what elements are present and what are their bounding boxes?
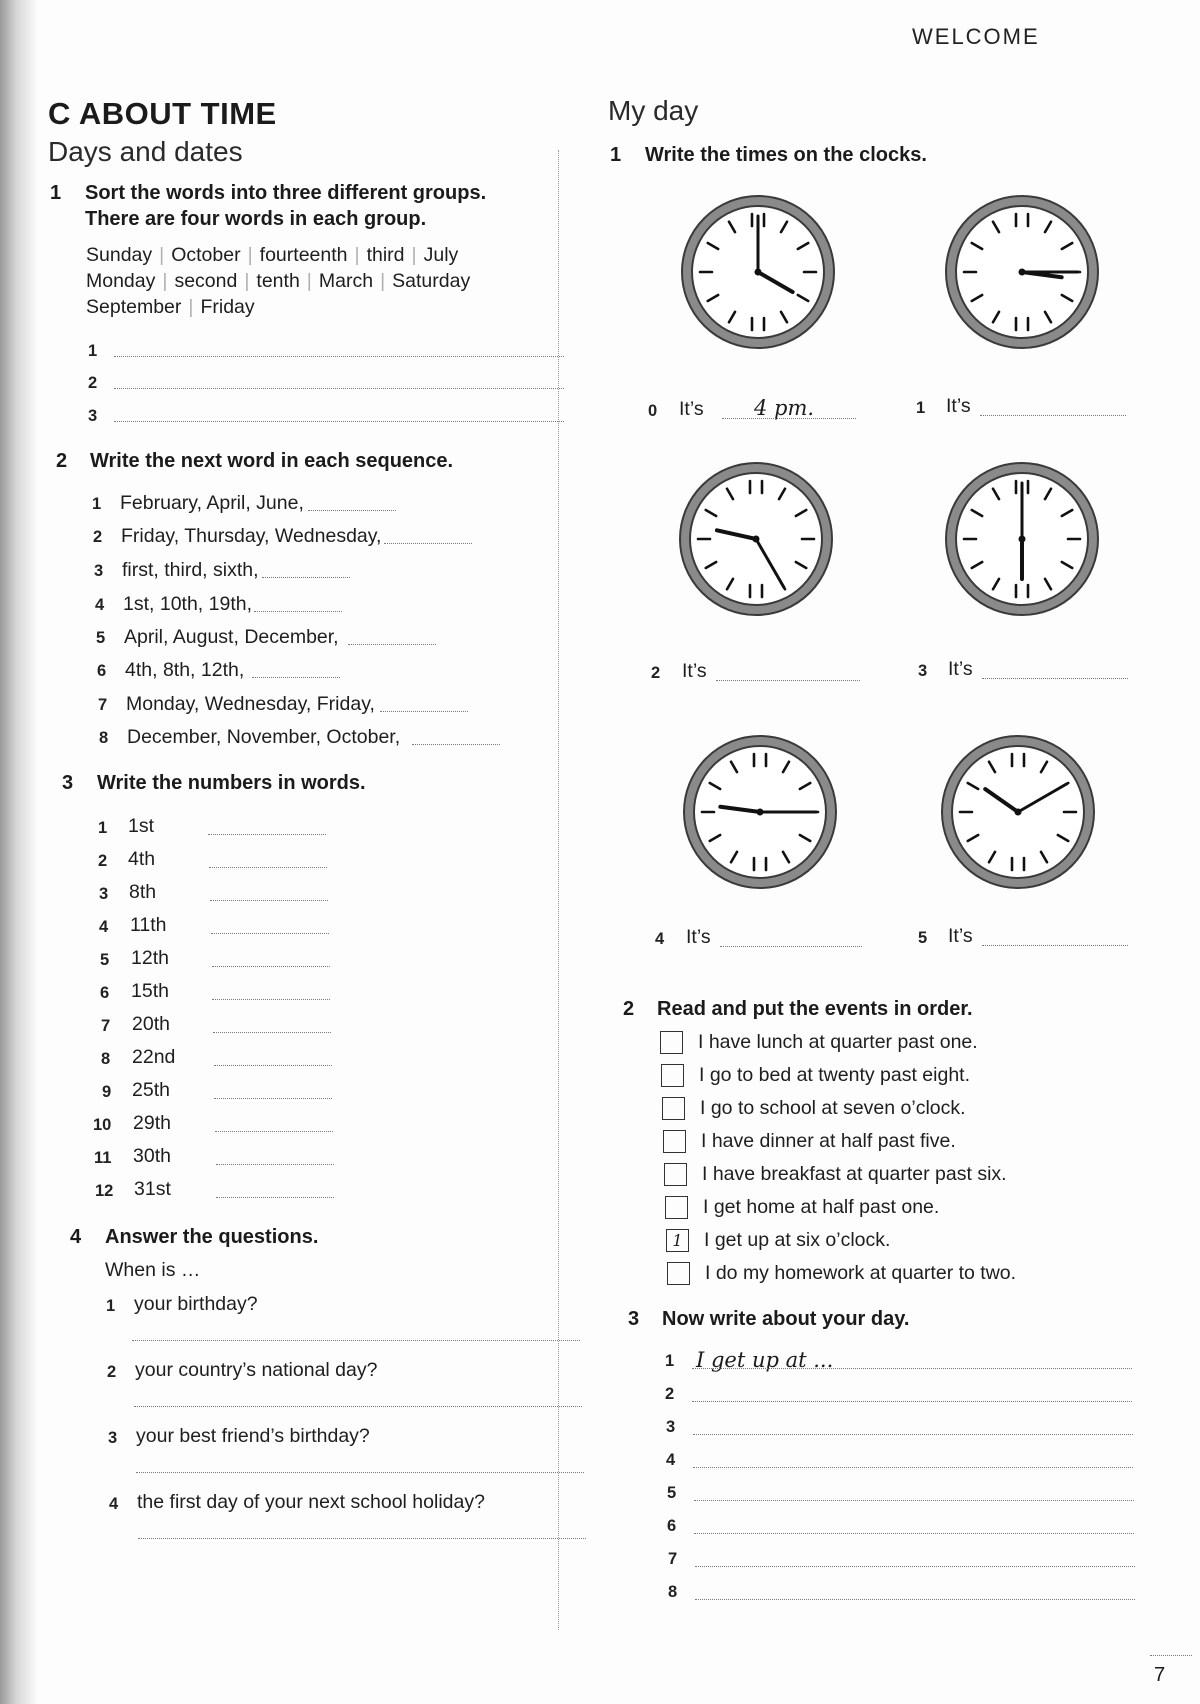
example-sentence: I get up at ... — [696, 1348, 834, 1372]
answer-line[interactable] — [138, 1538, 586, 1539]
answer-line[interactable] — [308, 510, 396, 511]
answer-line[interactable] — [114, 388, 564, 389]
answer-line[interactable] — [982, 945, 1128, 946]
order-checkbox[interactable] — [664, 1163, 687, 1186]
clock-4 — [680, 732, 840, 892]
word: Friday — [200, 296, 255, 318]
answer-number: 1 — [88, 342, 98, 360]
clock-center — [1019, 269, 1026, 276]
clock-3 — [942, 459, 1102, 619]
clock-center — [757, 809, 764, 816]
event-text: I have dinner at half past five. — [701, 1130, 956, 1152]
line-number: 1 — [665, 1352, 675, 1370]
sequence-text: April, August, December, — [124, 626, 339, 648]
ordinal-text: 20th — [132, 1013, 170, 1035]
answer-line[interactable] — [136, 1472, 584, 1473]
answer-line[interactable] — [720, 946, 862, 947]
item-number: 7 — [101, 1017, 111, 1035]
ordinal-text: 25th — [132, 1079, 170, 1101]
order-checkbox[interactable]: 1 — [666, 1229, 689, 1252]
event-text: I get home at half past one. — [703, 1196, 940, 1218]
sequence-text: first, third, sixth, — [122, 559, 259, 581]
clock-center — [1019, 536, 1026, 543]
line-number: 8 — [668, 1583, 678, 1601]
r-ex3-instruction: Now write about your day. — [662, 1308, 910, 1330]
order-checkbox[interactable] — [663, 1130, 686, 1153]
clock-number: 0 — [648, 402, 658, 420]
answer-line[interactable] — [694, 1533, 1134, 1534]
event-text: I get up at six o’clock. — [704, 1229, 891, 1251]
page-edge-shadow — [0, 0, 38, 1704]
clock-center — [753, 536, 760, 543]
word: Monday — [86, 270, 156, 292]
answer-line[interactable] — [212, 966, 330, 967]
sequence-text: February, April, June, — [120, 492, 304, 514]
ordinal-text: 12th — [131, 947, 169, 969]
order-checkbox[interactable] — [660, 1031, 683, 1054]
answer-line[interactable] — [132, 1340, 580, 1341]
item-number: 11 — [94, 1149, 112, 1167]
item-number: 5 — [96, 629, 106, 647]
question-text: your best friend’s birthday? — [136, 1425, 370, 1447]
word: October — [171, 244, 241, 266]
answer-line[interactable] — [380, 711, 468, 712]
answer-line[interactable] — [694, 1500, 1134, 1501]
item-number: 9 — [102, 1083, 112, 1101]
sequence-text: 1st, 10th, 19th, — [123, 593, 253, 615]
answer-line[interactable] — [211, 933, 329, 934]
order-checkbox[interactable] — [665, 1196, 688, 1219]
item-number: 6 — [97, 662, 107, 680]
ex3-instruction: Write the numbers in words. — [97, 772, 366, 794]
event-text: I do my homework at quarter to two. — [705, 1262, 1017, 1284]
question-text: the first day of your next school holiday? — [137, 1491, 485, 1513]
answer-line[interactable] — [254, 611, 342, 612]
its-label: It’s — [948, 658, 973, 680]
event-text: I go to school at seven o’clock. — [700, 1097, 966, 1119]
item-number: 6 — [100, 984, 110, 1002]
column-divider — [558, 150, 559, 1630]
its-label: It’s — [686, 926, 711, 948]
r-ex1-number: 1 — [610, 144, 622, 166]
event-text: I go to bed at twenty past eight. — [699, 1064, 971, 1086]
answer-line[interactable] — [210, 900, 328, 901]
sequence-text: Monday, Wednesday, Friday, — [126, 693, 375, 715]
sequence-text: December, November, October, — [127, 726, 401, 748]
ex4-number: 4 — [70, 1226, 82, 1248]
ex1-number: 1 — [50, 182, 62, 204]
answer-line[interactable] — [212, 999, 330, 1000]
answer-number: 3 — [88, 407, 98, 425]
ordinal-text: 31st — [134, 1178, 171, 1200]
page-number: 7 — [1154, 1664, 1166, 1686]
item-number: 2 — [98, 852, 108, 870]
answer-line[interactable] — [695, 1599, 1135, 1600]
answer-line[interactable] — [716, 680, 860, 681]
order-checkbox[interactable] — [661, 1064, 684, 1087]
section-title: C ABOUT TIME — [48, 96, 277, 131]
ordinal-text: 4th — [128, 848, 156, 870]
item-number: 8 — [101, 1050, 111, 1068]
clock-number: 3 — [918, 662, 928, 680]
r-ex3-number: 3 — [628, 1308, 640, 1330]
page-number-rule — [1150, 1655, 1192, 1656]
answer-line[interactable] — [384, 543, 472, 544]
item-number: 8 — [99, 729, 109, 747]
its-label: It’s — [946, 395, 971, 417]
r-ex2-instruction: Read and put the events in order. — [657, 998, 973, 1020]
event-text: I have breakfast at quarter past six. — [702, 1163, 1007, 1185]
order-checkbox[interactable] — [662, 1097, 685, 1120]
clock-number: 4 — [655, 930, 665, 948]
ordinal-text: 15th — [131, 980, 169, 1002]
order-checkbox[interactable] — [667, 1262, 690, 1285]
ordinal-text: 30th — [133, 1145, 171, 1167]
word: March — [318, 270, 374, 292]
item-number: 3 — [94, 562, 104, 580]
ex4-intro: When is … — [105, 1259, 201, 1281]
clock-number: 2 — [651, 664, 661, 682]
ordinal-text: 11th — [130, 914, 167, 936]
example-answer: 4 pm. — [754, 396, 815, 420]
item-number: 1 — [98, 819, 108, 837]
ex2-instruction: Write the next word in each sequence. — [90, 450, 454, 472]
answer-line[interactable] — [213, 1032, 331, 1033]
item-number: 3 — [108, 1429, 118, 1447]
r-ex1-instruction: Write the times on the clocks. — [645, 144, 927, 166]
clock-0 — [678, 192, 838, 352]
clock-center — [1015, 809, 1022, 816]
answer-line[interactable] — [348, 644, 436, 645]
question-text: your country’s national day? — [135, 1359, 378, 1381]
its-label: It’s — [682, 660, 707, 682]
line-number: 6 — [667, 1517, 677, 1535]
ordinal-text: 22nd — [132, 1046, 176, 1068]
ordinal-text: 1st — [128, 815, 155, 837]
answer-line[interactable] — [693, 1467, 1133, 1468]
sequence-text: 4th, 8th, 12th, — [125, 659, 245, 681]
answer-number: 2 — [88, 374, 98, 392]
answer-line[interactable] — [695, 1566, 1135, 1567]
ex3-number: 3 — [62, 772, 74, 794]
line-number: 7 — [668, 1550, 678, 1568]
line-number: 4 — [666, 1451, 676, 1469]
answer-line[interactable] — [722, 418, 856, 419]
answer-line[interactable] — [216, 1197, 334, 1198]
item-number: 10 — [93, 1116, 112, 1134]
answer-line[interactable] — [208, 834, 326, 835]
item-number: 1 — [92, 495, 102, 513]
section-subtitle: Days and dates — [48, 136, 243, 167]
clock-number: 1 — [916, 399, 926, 417]
answer-line[interactable] — [216, 1164, 334, 1165]
answer-line[interactable] — [114, 421, 564, 422]
item-number: 2 — [107, 1363, 117, 1381]
clock-number: 5 — [918, 929, 928, 947]
answer-line[interactable] — [134, 1406, 582, 1407]
answer-line[interactable] — [252, 677, 340, 678]
clock-5 — [938, 732, 1098, 892]
item-number: 4 — [109, 1495, 119, 1513]
ex1-instruction-line2: There are four words in each group. — [85, 208, 427, 230]
clock-2 — [676, 459, 836, 619]
ex2-number: 2 — [56, 450, 68, 472]
header-label: WELCOME — [912, 24, 1040, 49]
word: fourteenth — [259, 244, 348, 266]
answer-line[interactable] — [214, 1098, 332, 1099]
ex1-instruction-line1: Sort the words into three different groups. — [85, 182, 487, 204]
item-number: 2 — [93, 528, 103, 546]
item-number: 3 — [99, 885, 109, 903]
item-number: 1 — [106, 1297, 116, 1315]
sequence-text: Friday, Thursday, Wednesday, — [121, 525, 382, 547]
word: July — [423, 244, 459, 266]
line-number: 2 — [665, 1385, 675, 1403]
answer-line[interactable] — [114, 356, 564, 357]
item-number: 7 — [98, 696, 108, 714]
item-number: 5 — [100, 951, 110, 969]
event-text: I have lunch at quarter past one. — [698, 1031, 978, 1053]
word: Sunday — [86, 244, 153, 266]
word: Saturday — [392, 270, 471, 292]
my-day-title: My day — [608, 95, 699, 126]
item-number: 4 — [95, 596, 105, 614]
ordinal-text: 29th — [133, 1112, 171, 1134]
answer-line[interactable] — [692, 1368, 1132, 1369]
ordinal-text: 8th — [129, 881, 157, 903]
word-bank-row2: Monday | second | tenth | March | Saturday — [86, 270, 471, 292]
its-label: It’s — [679, 398, 704, 420]
question-text: your birthday? — [134, 1293, 258, 1315]
r-ex2-number: 2 — [623, 998, 635, 1020]
answer-line[interactable] — [412, 744, 500, 745]
word-bank-row3: September | Friday — [86, 296, 255, 318]
answer-line[interactable] — [982, 678, 1128, 679]
clock-1 — [942, 192, 1102, 352]
answer-line[interactable] — [209, 867, 327, 868]
answer-line[interactable] — [214, 1065, 332, 1066]
answer-line[interactable] — [693, 1434, 1133, 1435]
answer-line[interactable] — [692, 1401, 1132, 1402]
word: third — [366, 244, 405, 266]
item-number: 12 — [95, 1182, 114, 1200]
answer-line[interactable] — [262, 577, 350, 578]
its-label: It’s — [948, 925, 973, 947]
line-number: 5 — [667, 1484, 677, 1502]
word: September — [86, 296, 182, 318]
answer-line[interactable] — [980, 415, 1126, 416]
item-number: 4 — [99, 918, 109, 936]
answer-line[interactable] — [215, 1131, 333, 1132]
word-bank-row1: Sunday | October | fourteenth | third | July — [86, 244, 459, 266]
ex4-instruction: Answer the questions. — [105, 1226, 319, 1248]
line-number: 3 — [666, 1418, 676, 1436]
clock-center — [755, 269, 762, 276]
word: second — [174, 270, 238, 292]
word: tenth — [256, 270, 300, 292]
